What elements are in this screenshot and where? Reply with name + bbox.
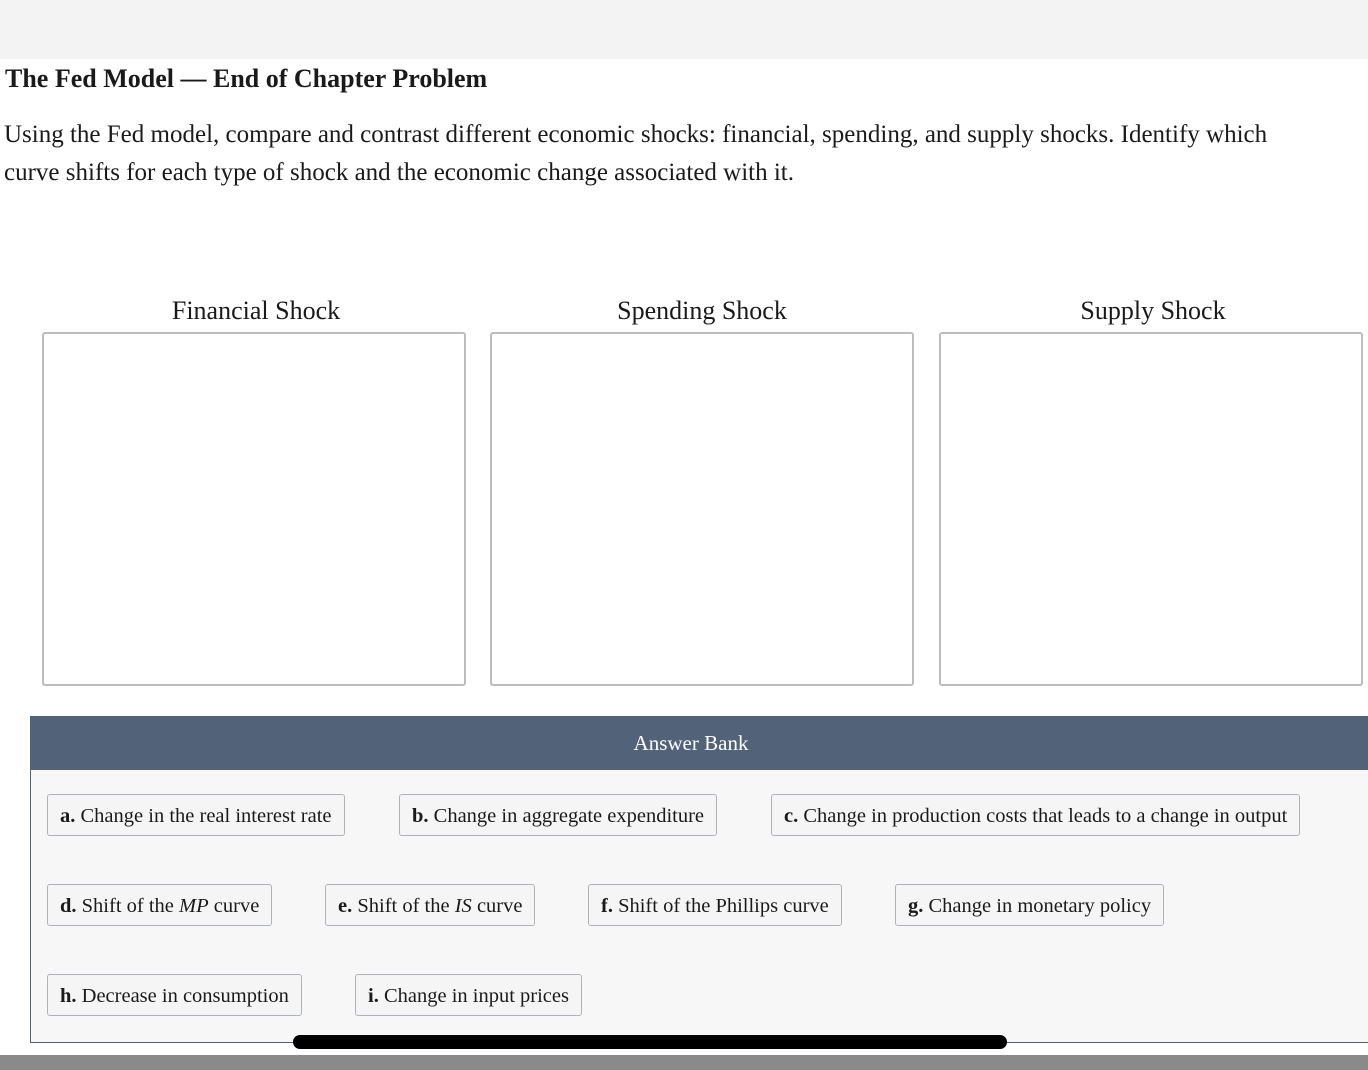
home-indicator <box>293 1035 1007 1049</box>
answer-chip-e[interactable] <box>325 884 535 926</box>
bin-label-supply-shock: Supply Shock <box>1080 296 1226 325</box>
answer-chip-i[interactable] <box>355 974 582 1016</box>
chip-letter: i. <box>368 985 379 1007</box>
answer-chip-c[interactable] <box>771 794 1300 836</box>
chip-text-italic: MP <box>179 895 209 917</box>
bin-label-financial-shock: Financial Shock <box>171 296 341 325</box>
chip-letter: c. <box>784 805 799 827</box>
drop-zone-spending-shock[interactable] <box>490 332 914 686</box>
bottom-strip <box>0 1055 1368 1070</box>
chip-text: Change in monetary policy <box>928 895 1152 917</box>
instructions-line-2: curve shifts for each type of shock and the economic change associated with it. <box>4 159 795 186</box>
answer-bank-title: Answer Bank <box>633 731 749 755</box>
answer-chip-f[interactable] <box>588 884 842 926</box>
chip-letter: g. <box>908 895 924 917</box>
answer-chip-a[interactable] <box>47 794 345 836</box>
chip-text-end: curve <box>213 895 260 917</box>
chip-letter: d. <box>60 895 77 917</box>
drop-zone-supply-shock[interactable] <box>939 332 1363 686</box>
chip-text: Shift of the Phillips curve <box>618 895 829 917</box>
chip-letter: a. <box>60 805 76 827</box>
bin-label-spending-shock: Spending Shock <box>617 296 787 325</box>
answer-chip-b[interactable] <box>399 794 717 836</box>
chip-text-italic: IS <box>454 895 472 917</box>
drop-zone-financial-shock[interactable] <box>42 332 466 686</box>
chip-letter: e. <box>338 895 353 917</box>
chip-letter: b. <box>412 805 429 827</box>
chip-text: Decrease in consumption <box>81 985 289 1007</box>
chip-text: Shift of the <box>357 895 450 917</box>
instructions <box>4 116 1368 192</box>
chip-text: Change in production costs that leads to a change in output <box>803 805 1288 827</box>
page-title: The Fed Model — End of Chapter Problem <box>5 64 488 93</box>
chip-text: Change in input prices <box>383 985 569 1007</box>
answer-bank-header <box>31 716 1368 770</box>
chip-text: Shift of the <box>81 895 174 917</box>
instructions-line-1: Using the Fed model, compare and contrast different economic shocks: financial, spending, and supply shocks. Identify which <box>4 121 1268 148</box>
chip-text: Change in aggregate expenditure <box>433 805 705 827</box>
chip-letter: h. <box>60 985 77 1007</box>
chip-text-end: curve <box>476 895 523 917</box>
answer-bank[interactable] <box>30 716 1368 1043</box>
answer-chip-h[interactable] <box>47 974 302 1016</box>
top-bar <box>0 0 1368 59</box>
chip-letter: f. <box>601 895 613 917</box>
answer-chip-d[interactable] <box>47 884 272 926</box>
chip-text: Change in the real interest rate <box>80 805 332 827</box>
answer-chip-g[interactable] <box>895 884 1164 926</box>
